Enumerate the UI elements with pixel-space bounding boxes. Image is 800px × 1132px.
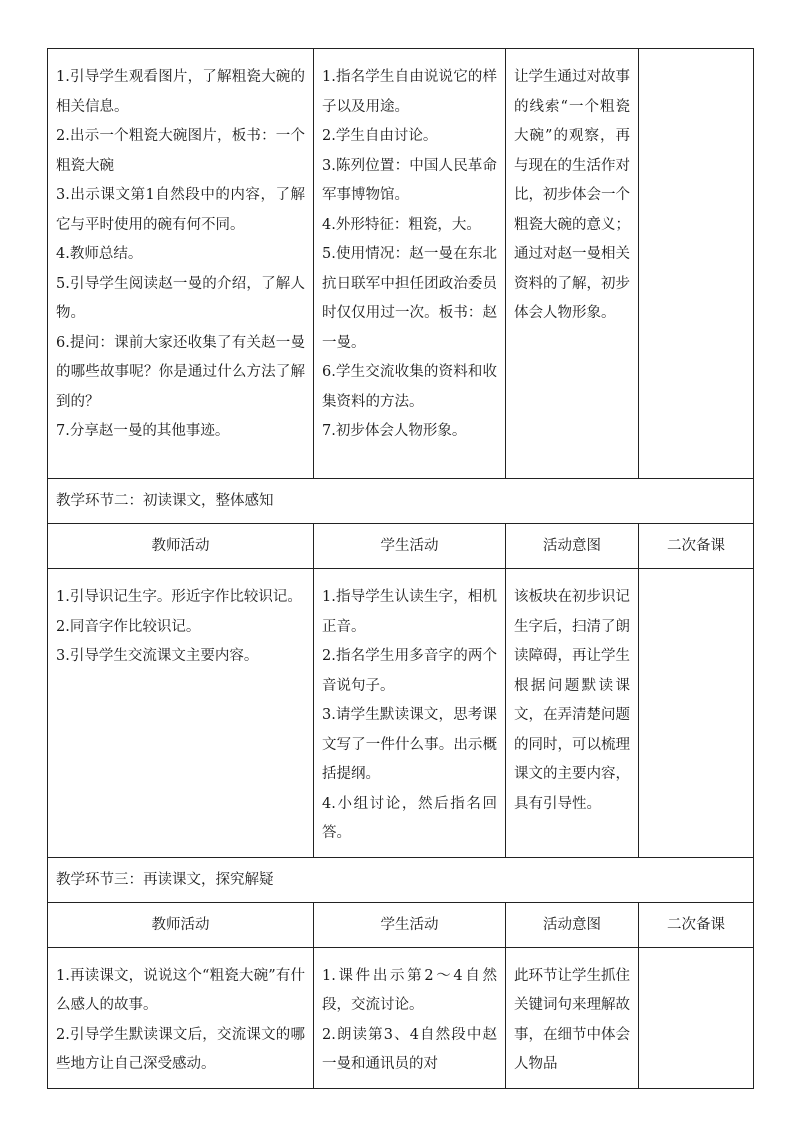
section1-student-item: 5.使用情况：赵一曼在东北抗日联军中担任团政治委员时仅仅用过一次。板书：赵一曼。 xyxy=(322,246,497,351)
section2-header-row xyxy=(48,524,754,569)
section1-teacher-activities xyxy=(48,49,313,455)
header-student-activity: 学生活动 xyxy=(314,524,506,569)
section1-notes-cell xyxy=(639,49,754,479)
header-teacher-activity: 教师活动 xyxy=(48,524,314,569)
section2-teacher-cell xyxy=(48,569,314,858)
section1-content-row xyxy=(48,49,754,479)
section2-student-item: 1.指导学生认读生字，相机正音。 xyxy=(322,589,497,635)
section3-student-cell xyxy=(314,947,506,1088)
section2-content-row xyxy=(48,569,754,858)
section2-intent-cell xyxy=(506,569,639,858)
section2-title-cell xyxy=(48,479,754,524)
section1-intent-cell xyxy=(506,49,639,479)
section1-student-item: 2.学生自由讨论。 xyxy=(322,128,438,144)
section2-intent-text: 该板块在初步识记生字后，扫清了朗读障碍，再让学生根据问题默读课文，在弄清楚问题的同时，可以梳理课文的主要内容，具有引导性。 xyxy=(514,589,630,812)
section3-teacher-activities xyxy=(48,948,313,1088)
section3-teacher-item: 2.引导学生默读课文后，交流课文的哪些地方让自己深受感动。 xyxy=(56,1026,305,1072)
section2-teacher-activities xyxy=(48,569,313,680)
header-activity-intent: 活动意图 xyxy=(506,524,639,569)
section3-intent-cell xyxy=(506,947,639,1088)
section3-title: 教学环节三：再读课文，探究解疑 xyxy=(56,871,274,888)
section1-teacher-item: 5.引导学生阅读赵一曼的介绍，了解人物。 xyxy=(56,275,305,321)
section3-title-cell xyxy=(48,857,754,902)
header-second-prep: 二次备课 xyxy=(639,902,754,947)
section1-student-activities xyxy=(314,49,505,455)
section1-teacher-item: 1.引导学生观看图片，了解粗瓷大碗的相关信息。 xyxy=(56,69,305,115)
section1-teacher-item: 4.教师总结。 xyxy=(56,246,143,262)
lesson-plan-table xyxy=(47,48,754,1089)
section2-teacher-item: 2.同音字作比较识记。 xyxy=(56,618,201,635)
section3-notes-cell xyxy=(639,947,754,1088)
section3-header-row xyxy=(48,902,754,947)
section1-student-item: 1.指名学生自由说说它的样子以及用途。 xyxy=(322,69,497,115)
section2-student-cell xyxy=(314,569,506,858)
section2-teacher-item: 1.引导识记生字。形近字作比较识记。 xyxy=(56,589,302,605)
section1-teacher-cell xyxy=(48,49,314,479)
section2-student-item: 3.请学生默读课文，思考课文写了一件什么事。出示概括提纲。 xyxy=(322,707,497,782)
section2-student-item: 4.小组讨论，然后指名回答。 xyxy=(322,795,497,841)
header-student-activity: 学生活动 xyxy=(314,902,506,947)
section3-title-row xyxy=(48,857,754,902)
section3-intent-text: 此环节让学生抓住关键词句来理解故事，在细节中体会人物品 xyxy=(514,967,630,1072)
section3-student-activities xyxy=(314,948,505,1088)
section2-notes-cell xyxy=(639,569,754,858)
section1-teacher-item: 7.分享赵一曼的其他事迹。 xyxy=(56,423,230,439)
section2-title: 教学环节二：初读课文，整体感知 xyxy=(56,493,274,509)
section1-student-cell xyxy=(314,49,506,479)
header-second-prep: 二次备课 xyxy=(639,524,754,569)
section3-teacher-cell xyxy=(48,947,314,1088)
header-teacher-activity: 教师活动 xyxy=(48,902,314,947)
section1-teacher-item: 6.提问：课前大家还收集了有关赵一曼的哪些故事呢？你是通过什么方法了解到的？ xyxy=(56,334,305,410)
section3-content-row xyxy=(48,947,754,1088)
section1-student-item: 4.外形特征：粗瓷，大。 xyxy=(322,216,481,233)
section1-student-item: 3.陈列位置：中国人民革命军事博物馆。 xyxy=(322,157,497,203)
section3-student-item: 2.朗读第3、4自然段中赵一曼和通讯员的对 xyxy=(322,1026,497,1072)
section1-intent-text: 让学生通过对故事的线索“一个粗瓷大碗”的观察，再与现在的生活作对比，初步体会一个粗瓷大碗的意义；通过对赵一曼相关资料的了解，初步体会人物形象。 xyxy=(514,69,630,321)
section2-student-item: 2.指名学生用多音字的两个音说句子。 xyxy=(322,648,497,694)
section2-teacher-item: 3.引导学生交流课文主要内容。 xyxy=(56,648,259,664)
section1-student-item: 7.初步体会人物形象。 xyxy=(322,423,467,439)
section1-teacher-item: 2.出示一个粗瓷大碗图片，板书：一个粗瓷大碗 xyxy=(56,128,305,174)
section1-notes-text xyxy=(639,49,753,71)
section2-notes-text xyxy=(639,569,753,591)
section1-student-item: 6.学生交流收集的资料和收集资料的方法。 xyxy=(322,364,497,410)
section3-student-item: 1.课件出示第2～4自然段，交流讨论。 xyxy=(322,967,497,1013)
header-activity-intent: 活动意图 xyxy=(506,902,639,947)
section2-title-row xyxy=(48,479,754,524)
section2-student-activities xyxy=(314,569,505,857)
section1-teacher-item: 3.出示课文第1自然段中的内容，了解它与平时使用的碗有何不同。 xyxy=(56,187,305,233)
section3-teacher-item: 1.再读课文，说说这个“粗瓷大碗”有什么感人的故事。 xyxy=(56,967,305,1013)
section3-notes-text xyxy=(639,948,753,970)
